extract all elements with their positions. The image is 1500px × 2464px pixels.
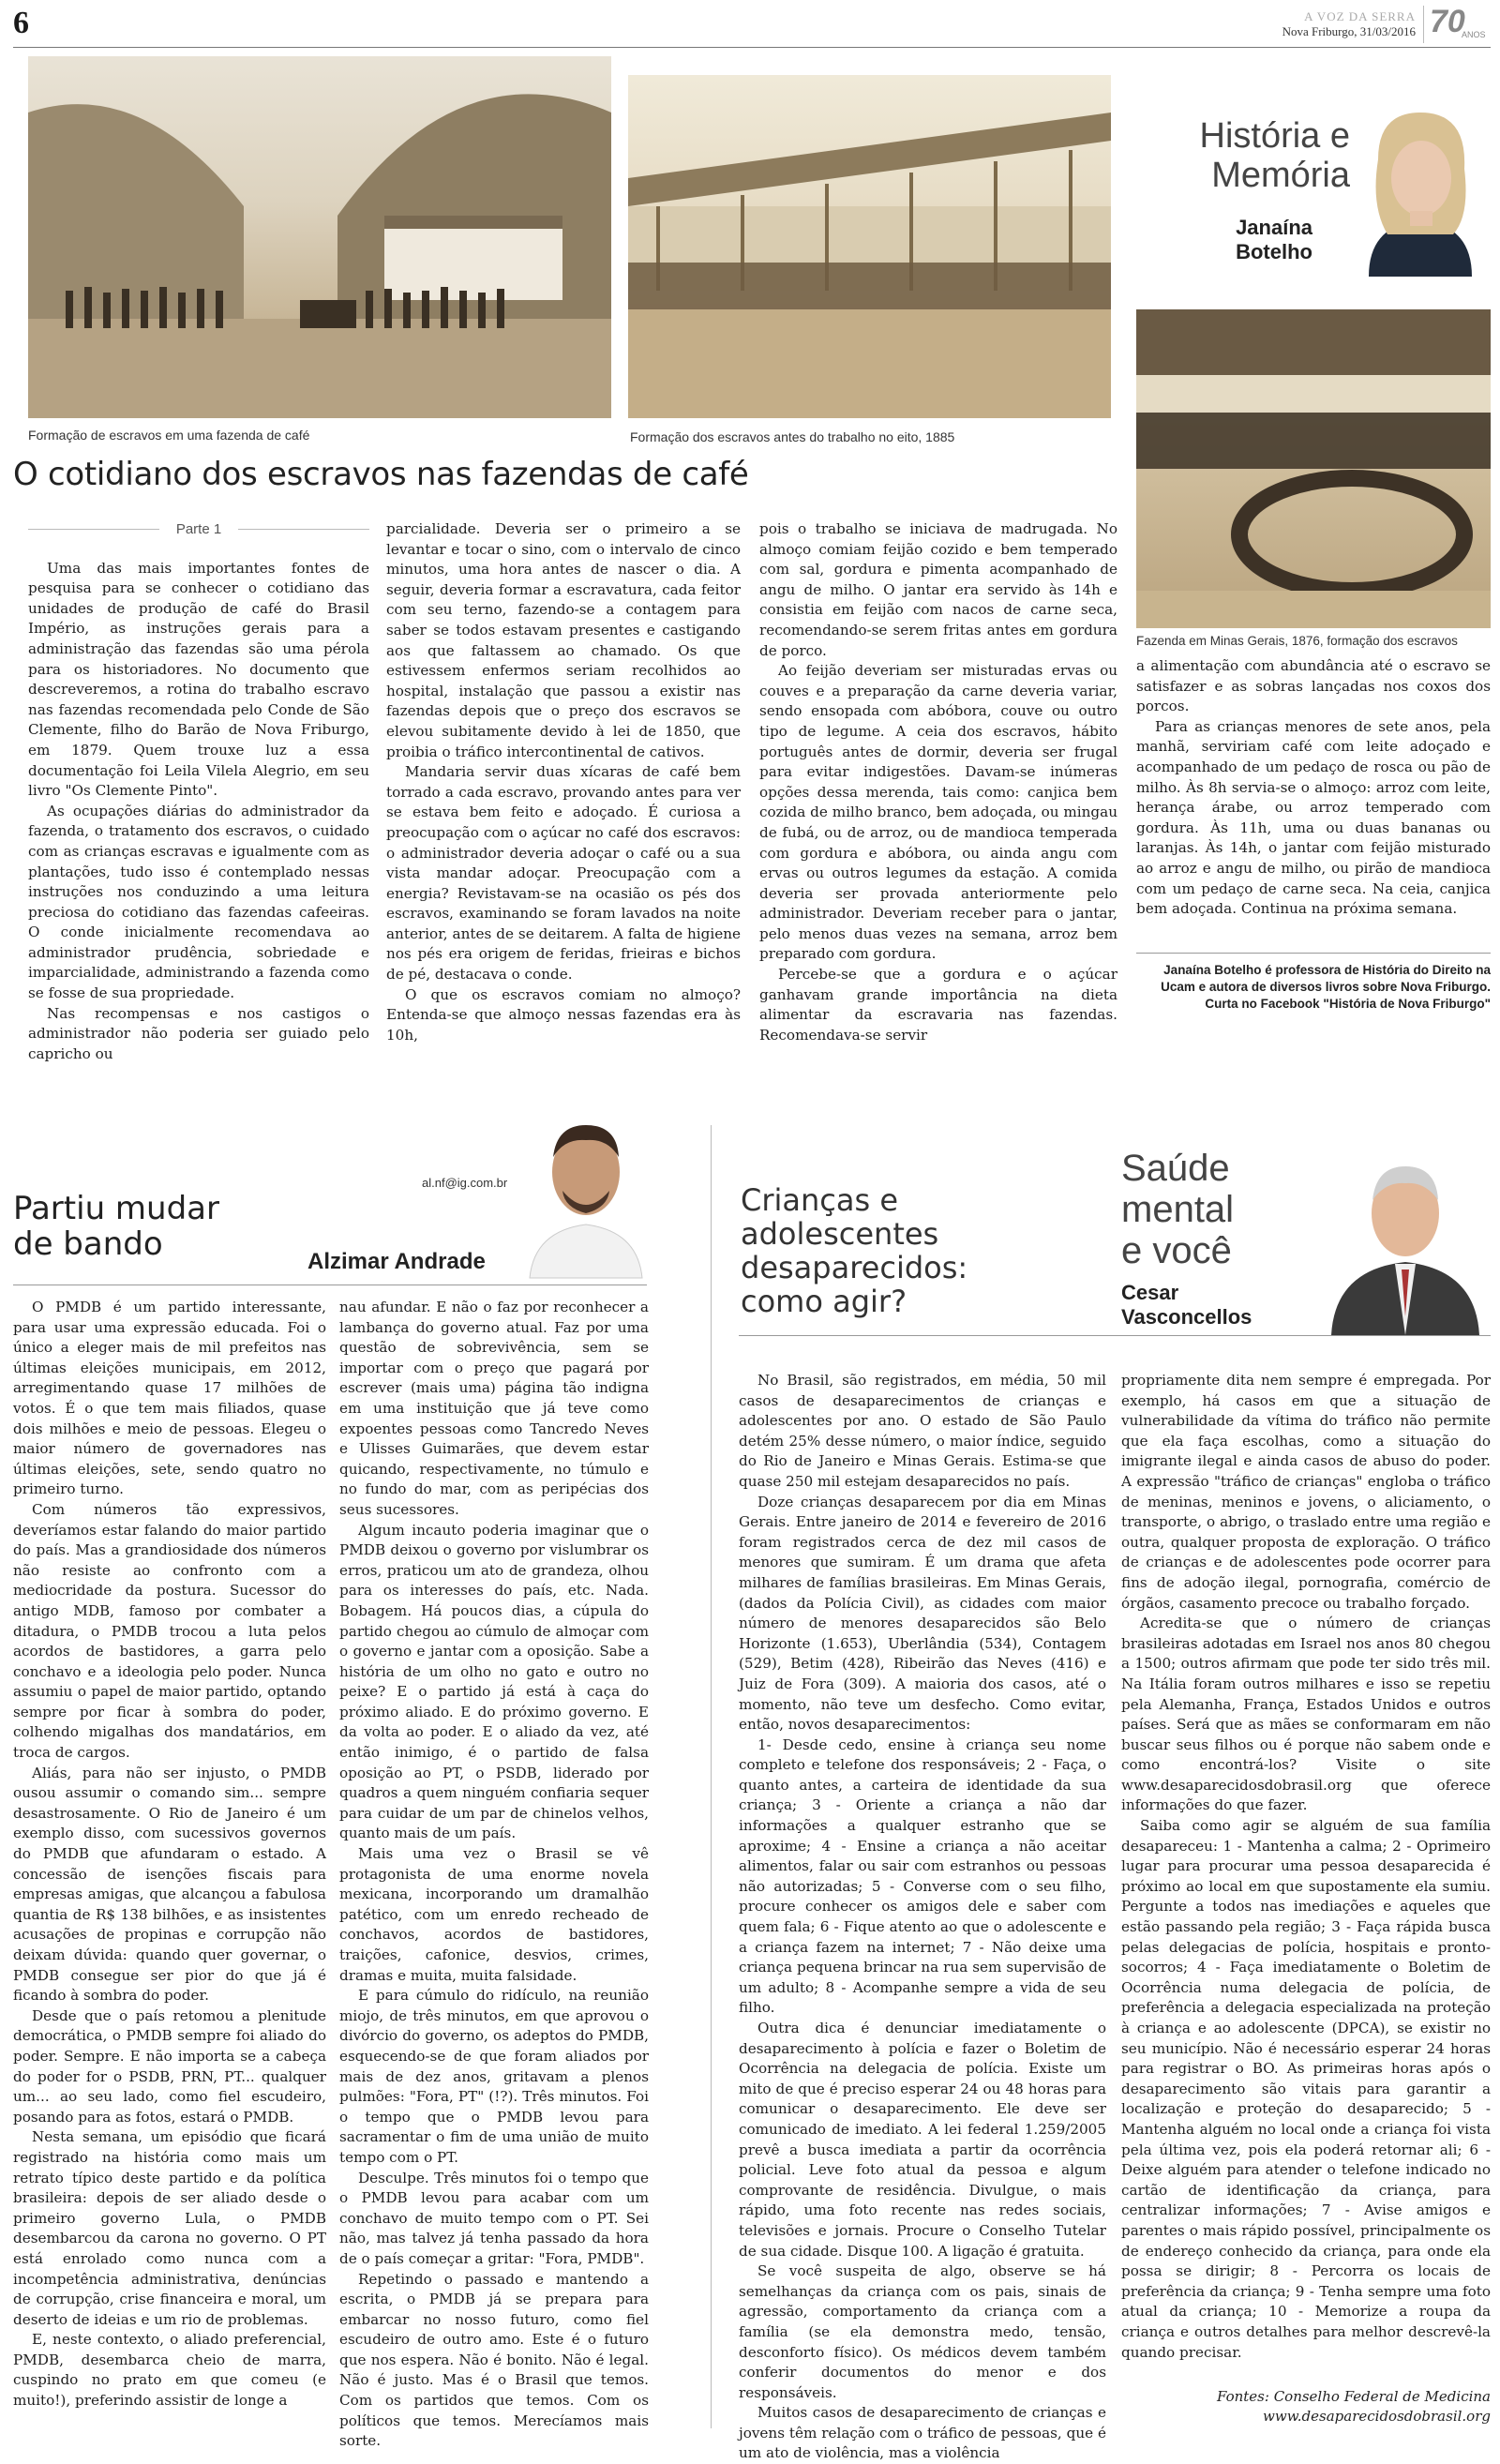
history-column-2 (386, 519, 741, 1044)
part-rule-right (238, 529, 369, 530)
caption-photo-2: Formação dos escravos antes do trabalho no eito, 1885 (630, 429, 955, 444)
health-c1-p6: Muitos casos de desaparecimento de crianças e jovens têm relação com o tráfico de pessoas, que é um ato de violência, mas a violência (739, 2404, 1106, 2462)
section-title-line1: História e (1199, 116, 1350, 156)
health-rule (739, 1335, 1491, 1336)
politics-author: Alzimar Andrade (308, 1249, 486, 1274)
politics-c2-p6: Repetindo o passado e mantendo a escrita, o PMDB já se prepara para embarcar no nosso futuro, como fiel escudeiro de outro amo. Este é o futuro que nos espera. Não é bonito. Não é legal. Não é justo. Mas é o Brasil que temos. Com os partidos que temos. Com os políticos que temos. Merecíamos mais sorte. (339, 2270, 649, 2450)
history-c1-p2: As ocupações diárias do administrador da fazenda, o tratamento dos escravos, o cuidado com as crianças escravas e igualmente com as plantações, tudo isso é contemplado nessas instruções nos conduzindo a uma leitura preciosa do cotidiano das fazendas cafeeiras. O conde inicialmente recomendava ao administrador prudência, sobriedade e imparcialidade, administrando a fazenda como se fosse de sua propriedade. (28, 802, 369, 1002)
author-first: Janaína (1236, 216, 1312, 239)
health-author-first: Cesar (1121, 1281, 1179, 1304)
politics-c1-p5: Nesta semana, um episódio que ficará registrado na história como mais um retrato típico deste partido e da política brasileira: depois de ser aliado desde o primeiro governo Lula, o PMDB desembarcou da carona no governo. O PT está enrolado como nunca com a incompetência administrativa, denúncias de corrupção, crise financeira e moral, um deserto de ideias e um rio de problemas. (13, 2128, 326, 2328)
politics-c1-p1: O PMDB é um partido interessante, para usar uma expressão educada. Foi o único a eleger mais de mil prefeitos nas últimas eleições municipais, em 2012, arregimentando quase 17 milhões de votos. É o que tem mais filiados, quase dois milhões e meio de pessoas. Elegeu o maior número de governadores nas últimas eleições, sete, sendo quatro no primeiro turno. (13, 1299, 326, 1498)
photo-slaves-formation-1885 (628, 75, 1111, 418)
history-c1-p3: Nas recompensas e nos castigos o administrador não poderia ser guiado pelo capricho ou (28, 1004, 369, 1062)
history-c3-p3: Percebe-se que a gordura e o açúcar ganhavam grande importância na dieta alimentar da escravaria nas fazendas. Recomendava-se servir (759, 966, 1118, 1044)
health-title-line1: Saúde (1121, 1148, 1230, 1189)
history-column-4 (1136, 656, 1491, 938)
health-author-last: Vasconcellos (1121, 1305, 1252, 1329)
author-photo-cesar (1322, 1148, 1489, 1335)
author-photo-alzimar (525, 1114, 647, 1278)
health-c1-p5: Se você suspeita de algo, observe se há semelhanças da criança com os pais, sinais de agressão, comportamento da criança com a família (se ela demonstra medo, tensão, desconforto físico). Os médicos devem também conferir documentos do menor e dos responsáveis. (739, 2262, 1106, 2401)
photo-minas-gerais-1876 (1136, 309, 1491, 628)
health-headline-line3: desaparecidos: (741, 1250, 968, 1285)
photo-slaves-coffee-farm (28, 56, 611, 418)
politics-email: al.nf@ig.com.br (422, 1176, 508, 1190)
paper-name: A VOZ DA SERRA (1304, 9, 1416, 23)
history-c4-p2: Para as crianças menores de sete anos, pela manhã, serviriam café com leite adoçado e acompanhado de um pedaço de rosca ou pão de milho. Às 8h servia-se o almoço: arroz com leite, herança árabe, ou arroz temperado com gordura. Às 11h, uma ou duas bananas ou laranjas. Às 14h, o jantar com feijão misturado ao arroz e angu de milho, ou pirão de mandioca com um pedaço de carne seca. Na ceia, canjica bem adoçada. Continua na próxima semana. (1136, 717, 1491, 918)
part-label: Parte 1 (175, 521, 222, 537)
history-column-1 (28, 519, 369, 1062)
logo-number: 70 (1430, 4, 1465, 39)
health-c1-p4: Outra dica é denunciar imediatamente o desaparecimento à polícia e fazer o Boletim de Ocorrência na delegacia de polícia. Existe um mito de que é preciso esperar 24 ou 48 horas para comunicar o desaparecimento. Ele deve ser comunicado de imediato. A lei federal 1.259/2005 prevê a busca imediata a partir da ocorrência policial. Leve foto atual da pessoa e algum comprovante de residência. Divulgue, o mais rápido, uma foto recente nas redes sociais, televisões e jornais. Procure o Conselho Tutelar de sua cidade. Disque 100. A ligação é gratuita. (739, 2020, 1106, 2260)
history-c4-p1: a alimentação com abundância até o escravo se satisfazer e as sobras lançadas nos coxos dos porcos. (1136, 657, 1491, 715)
politics-c2-p2: Algum incauto poderia imaginar que o PMDB deixou o governo por vislumbrar os erros, praticou um ato de grandeza, olhou para os interesses do país, etc. Nada. Bobagem. Há poucos dias, a cúpula do partido chegou ao cúmulo de almoçar com o governo e jantar com a oposição. Sabe a história de um olho no gato e outro no peixe? E o partido já está à caça do próximo aliado. E do próximo governo. E da volta ao poder. E o aliado da vez, até então inimigo, é o partido de falsa oposição ao PT, o PSDB, liderado por quadros a quem ninguém confiaria sequer para cuidar de um par de chinelos velhos, quanto mais de um país. (339, 1521, 649, 1842)
politics-column-2 (339, 1298, 649, 2450)
author-photo-janaina (1350, 103, 1491, 277)
photo-scene-2 (628, 75, 1111, 418)
author-last: Botelho (1236, 240, 1312, 263)
masthead (1247, 9, 1416, 39)
history-c1-p1: Uma das mais importantes fontes de pesquisa para se conhecer o cotidiano das unidades de produção de café do Brasil Império, as instruções gerais para a administração das fazendas são uma pérola para os historiadores. No documento que descreveremos, a rotina do trabalho escravo nas fazendas recomendada pelo Conde de São Clemente, filho do Barão de Nova Friburgo, em 1879. Quem trouxe luz a essa documentação foi Leila Vilela Alegrio, em seu livro "Os Clemente Pinto". (28, 559, 369, 800)
politics-c1-p2: Com números tão expressivos, deveríamos estar falando do maior partido do país. Mas a grandiosidade dos números não resiste ao confronto com a mediocridade da postura. Sucessor do antigo MDB, famoso por combater a ditadura, o PMDB trocou a luta pelos acordos de bastidores, a garra pelo conchavo e a ideologia pelo poder. Nunca assumiu o papel de maior partido, optando sempre por ficar à sombra do poder, colhendo migalhas dos mandatários, em troca de cargos. (13, 1500, 326, 1762)
health-c2-p2: Acredita-se que o número de crianças brasileiras adotadas em Israel nos anos 80 chegou a 1500; outros afirmam que pode ter sido três mil. Na Itália foram outros milhares e isso se repetiu pela Alemanha, França, Estados Unidos e outros países. Será que as mães se conformaram em não buscar seus filhos ou é porque não sabem onde e como encontrá-los? Visite o site www.desaparecidosdobrasil.org que oferece informações do que fazer. (1121, 1615, 1491, 1814)
author-bio: Janaína Botelho é professora de História do Direito na Ucam e autora de diversos livros sobre Nova Friburgo. Curta no Facebook "História de Nova Friburgo" (1161, 963, 1491, 1011)
health-c1-p2: Doze crianças desaparecem por dia em Minas Gerais. Entre janeiro de 2014 e fevereiro de 2016 foram registrados cerca de dez mil casos de menores que sumiram. É um drama que afeta milhares de famílias brasileiras. Em Minas Gerais, (dados da Polícia Civil), as cidades com maior número de menores desaparecidos são Belo Horizonte (1.653), Uberlândia (534), Contagem (529), Betim (428), Ribeirão das Neves (416) e Juiz de Fora (309). A maioria dos casos, até o momento, não teve um desfecho. Como evitar, então, novos desaparecimentos: (739, 1493, 1106, 1734)
health-sources (1121, 2387, 1491, 2426)
politics-c2-p3: Mais uma vez o Brasil se vê protagonista de uma enorme novela mexicana, incorporando um dramalhão patético, com um enredo recheado de conchavos, acordos de bastidores, traições, cafonice, desvios, crimes, dramas e muita, muita falsidade. (339, 1845, 649, 1984)
history-c2-p1: parcialidade. Deveria ser o primeiro a se levantar e tocar o sino, com o intervalo de cinco minutos, uma hora antes de nascer o dia. A seguir, deveria formar a escravatura, cada feitor com seu terno, fazendo-se a contagem para saber se todos estavam presentes e castigando aos que faltassem ao chamado. Os que estivessem enfermos seriam recolhidos ao hospital, instalação que passou a existir nas fazendas depois que o preço dos escravos se elevou subitamente devido à lei de 1850, que proibia o tráfico intercontinental de cativos. (386, 520, 741, 760)
health-headline (741, 1183, 968, 1318)
health-c2-p1: propriamente dita nem sempre é empregada. Por exemplo, há casos em que a situação de vulnerabilidade da vítima do tráfico não permite que ela faça escolhas, como a situação do imigrante ilegal e ainda casos de abuso do poder. A expressão "tráfico de crianças" engloba o tráfico de meninas, meninos e jovens, o aliciamento, o transporte, o abrigo, o traslado entre uma região e outra, qualquer proposta de exploração. O tráfico de crianças e de adolescentes pode ocorrer para fins de adoção ilegal, pornografia, comércio de órgãos, casamento precoce ou trabalho forçado. (1121, 1372, 1491, 1612)
part-rule (28, 529, 159, 530)
politics-column-1 (13, 1298, 326, 2428)
health-title-line3: e você (1121, 1230, 1232, 1271)
logo-sub: ANOS (1462, 30, 1486, 39)
photo-scene-3 (1136, 309, 1491, 628)
health-headline-line4: como agir? (741, 1284, 908, 1319)
sources-line2: www.desaparecidosdobrasil.org (1263, 2408, 1491, 2425)
history-c2-p2: Mandaria servir duas xícaras de café bem torrado a cada escravo, provando antes para ver se estava bem feito e adoçado. É curiosa a preocupação com o açúcar no café dos escravos: o administrador deveria adoçar o café ou a sua vista mandar adoçar. Preocupação com a energia? Revistavam-se na ocasião os pés dos escravos, examinando se foram lavados na noite anterior, antes de se deitarem. A falta de higiene nos pés era origem de feridas, frieiras e bichos de pé, destacava o conde. (386, 763, 741, 984)
history-headline: O cotidiano dos escravos nas fazendas de café (13, 456, 749, 493)
section-title-health (1121, 1148, 1234, 1271)
anniversary-logo (1423, 6, 1491, 43)
health-headline-line1: Crianças e (741, 1182, 899, 1218)
health-column-1 (739, 1371, 1106, 2462)
health-c2-p3: Saiba como agir se alguém de sua família desapareceu: 1 - Mantenha a calma; 2 - Oprimeiro lugar para procurar uma pessoa desaparecida é próximo ao local em que supostamente ela sumiu. Pergunte a todos nas imediações e aqueles que estão passando pela região; 3 - Faça rápida busca pelas delegacias de polícia, hospitais e pronto-socorros; 4 - Faça imediatamente o Boletim de Ocorrência numa delegacia de polícia, de preferência a delegacia especializada na proteção à criança e ao adolescente (DPCA), se existir no seu município. Não é necessário esperar 24 horas para registrar o BO. As primeiras horas após o desaparecimento são vitais para garantir a localização e proteção do desaparecido; 5 - Mantenha alguém no local onde a criança foi vista pela última vez, pois ela poderá retornar ali; 6 - Deixe alguém para atender o telefone indicado no cartão de identificação da criança, para centralizar informações; 7 - Avise amigos e parentes o mais rápido possível, principalmente os de endereço conhecido da criança, para onde ela possa se dirigir; 8 - Percorra os locais de preferência da criança; 9 - Tenha sempre uma foto atual da criança; 10 - Memorize a roupa da criança e outros detalhes para melhor descrevê-la quando precisar. (1121, 1817, 1491, 2361)
politics-headline-line2: de bando (13, 1225, 163, 1263)
date-line: Nova Friburgo, 31/03/2016 (1282, 24, 1416, 38)
history-c2-p3: O que os escravos comiam no almoço? Entenda-se que almoço nessas fazendas era às 10h, (386, 985, 741, 1044)
health-column-2 (1121, 1371, 1491, 2383)
bio-rule (1136, 953, 1491, 954)
politics-c1-p4: Desde que o país retomou a plenitude democrática, o PMDB sempre foi aliado do poder. Sempre. E não importa se a cabeça do poder for o PSDB, PRN, PT... qualquer um... ao seu lado, como fiel escudeiro, posando para as fotos, estará o PMDB. (13, 2006, 326, 2126)
portrait-cesar (1322, 1148, 1489, 1335)
politics-headline (13, 1191, 219, 1262)
politics-c1-p6: E, neste contexto, o aliado preferencial, PMDB, desembarca cheio de marra, cuspindo no prato em que comeu (e muito!), preferindo assistir de longe a (13, 2331, 326, 2410)
portrait-janaina (1350, 103, 1491, 277)
politics-headline-line1: Partiu mudar (13, 1190, 219, 1227)
health-c1-p1: No Brasil, são registrados, em média, 50 mil casos de desaparecimentos de crianças e adolescentes por ano. O estado de São Paulo detém 25% desse número, o maior índice, seguido do Rio de Janeiro e Minas Gerais. Estima-se que quase 250 mil estejam desaparecidos no país. (739, 1372, 1106, 1490)
author-name-health (1121, 1281, 1252, 1330)
header-rule (13, 47, 1491, 48)
politics-c2-p1: nau afundar. E não o faz por reconhecer a lambança do governo atual. Faz por uma questão de sobrevivência, sem se importar com o preço que pagará por escrever (mais uma) página tão indigna em uma instituição que já teve como expoentes pessoas como Tancredo Neves e Ulisses Guimarães, que devem estar quicando, respectivamente, no túmulo e no fundo do mar, com as peripécias dos seus sucessores. (339, 1299, 649, 1518)
page-number: 6 (13, 6, 29, 40)
politics-c2-p5: Desculpe. Três minutos foi o tempo que o PMDB levou para acabar com um conchavo de muito tempo com o PT. Sei não, mas talvez já tenha passado da hora de o país começar a gritar: "Fora, PMDB". (339, 2169, 649, 2267)
history-column-3 (759, 519, 1118, 1044)
author-name-history (1181, 216, 1312, 264)
vertical-divider (711, 1125, 712, 2428)
politics-c2-p4: E para cúmulo do ridículo, na reunião miojo, de três minutos, em que aprovou o divórcio do governo, os adeptos do PMDB, esquecendo-se de que foram aliados por mais de dez anos, gritavam a plenos pulmões: "Fora, PT" (!?). Três minutos. Foi o tempo que o PMDB levou para sacramentar o fim de uma união de muito tempo com o PT. (339, 1987, 649, 2166)
history-c3-p2: Ao feijão deveriam ser misturadas ervas ou couves e a preparação da carne deveria variar, sendo ensopada com abóbora, couve ou outro tipo de legume. A ceia dos escravos, hábito português antes de dormir, deveria ser frugal para evitar indigestões. Davam-se inúmeras opções dessa merenda, tais como: canjica bem cozida de milho branco, bem adoçada, ou mingau de fubá, ou de arroz, ou de mandioca temperada com gordura e abóbora, ou ainda angu com ervas ou outros legumes da estação. A comida deveria ser provada anteriormente pelo administrador. Deveriam receber para o jantar, pelo menos duas vezes na semana, arroz bem preparado com gordura. (759, 662, 1118, 963)
health-title-line2: mental (1121, 1189, 1235, 1230)
photo-scene (28, 56, 611, 418)
caption-photo-1: Formação de escravos em uma fazenda de café (28, 428, 310, 443)
section-title-history (1172, 116, 1350, 195)
health-headline-line2: adolescentes (741, 1216, 939, 1252)
sources-line1: Fontes: Conselho Federal de Medicina (1216, 2388, 1491, 2405)
section-title-line2: Memória (1211, 156, 1350, 195)
politics-c1-p3: Aliás, para não ser injusto, o PMDB ousou assumir o comando sim... sempre desastrosamente. O Rio de Janeiro é um exemplo disso, com sucessivos governos do PMDB que afundaram o estado. A concessão de isenções fiscais para empresas amigas, que alcançou a fabulosa quantia de R$ 138 bilhões, e as insistentes acusações de propinas e corrupção não deixam dúvida: quando quer governar, o PMDB consegue ser pior do que já é ficando à sombra do poder. (13, 1764, 326, 2005)
caption-photo-3: Fazenda em Minas Gerais, 1876, formação dos escravos (1136, 634, 1458, 648)
history-c3-p1: pois o trabalho se iniciava de madrugada. No almoço comiam feijão cozido e bem temperado com sal, gordura e pimenta acompanhado de angu de milho. O jantar era servido às 14h e consistia em feijão com nacos de carne seca, recomendando-se serem fritas antes em gordura de porco. (759, 520, 1118, 659)
portrait-alzimar (525, 1114, 647, 1278)
health-c1-p3: 1- Desde cedo, ensine à criança seu nome completo e telefone dos responsáveis; 2 - Faça, o quanto antes, a carteira de identidade da sua criança; 3 - Oriente a criança a não dar informações a qualquer estranho que se aproxime; 4 - Ensine a criança a não aceitar alimentos, falar ou sair com estranhos ou pessoas não autorizadas; 5 - Converse com o seu filho, procure conhecer os amigos dele e saber com quem fala; 6 - Fique atento ao que o adolescente e a criança fazem na internet; 7 - Não deixe uma criança pequena brincar na rua sem supervisão de um adulto; 8 - Acompanhe sempre a vida de seu filho. (739, 1735, 1106, 2017)
